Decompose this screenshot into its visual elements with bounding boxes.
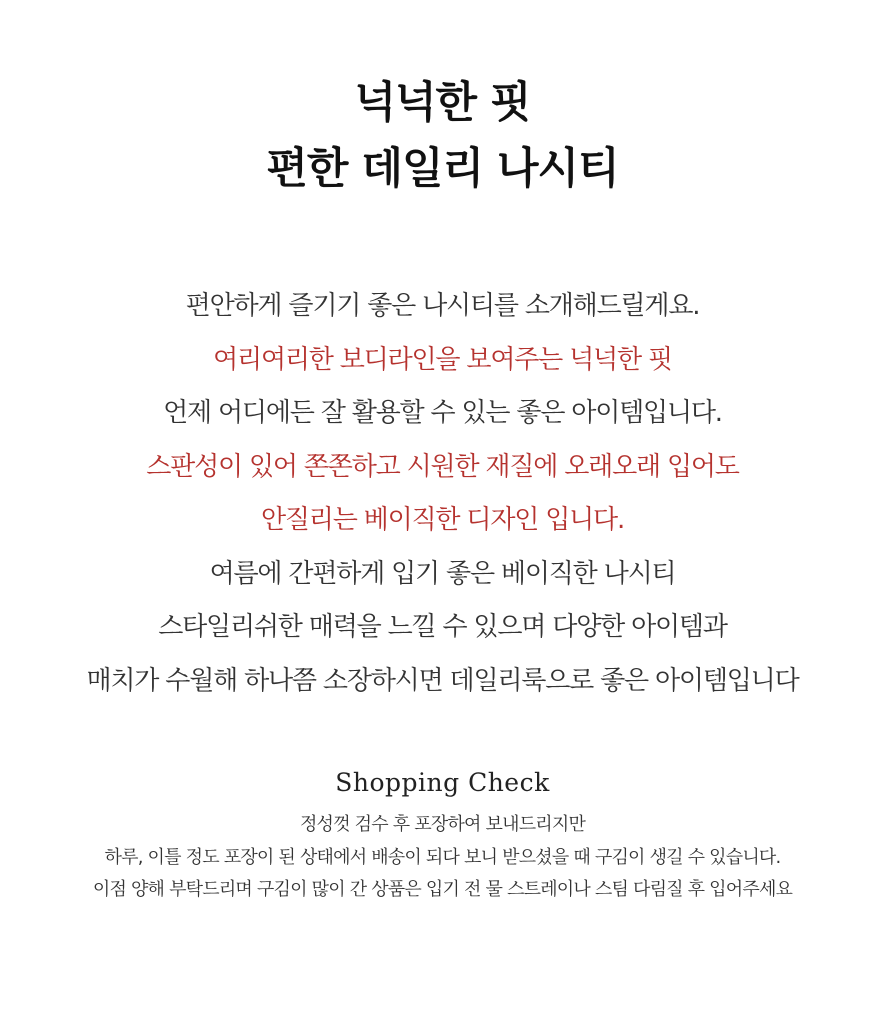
description-line: 편안하게 즐기기 좋은 나시티를 소개해드릴게요. xyxy=(185,291,700,321)
headline-line-1: 넉넉한 핏 xyxy=(354,78,531,128)
description-line-highlight: 안질리는 베이직한 디자인 입니다. xyxy=(260,505,625,535)
shopping-check-line: 하루, 이틀 정도 포장이 된 상태에서 배송이 되다 보니 받으셨을 때 구김이 생길 수 있습니다. xyxy=(104,846,781,868)
shopping-check-title: Shopping Check xyxy=(335,768,550,797)
headline xyxy=(0,70,885,202)
description-line: 언제 어디에든 잘 활용할 수 있는 좋은 아이템입니다. xyxy=(163,398,722,428)
description-line: 매치가 수월해 하나쯤 소장하시면 데일리룩으로 좋은 아이템입니다 xyxy=(86,665,799,696)
product-description xyxy=(0,280,885,708)
shopping-check-line: 이점 양해 부탁드리며 구김이 많이 간 상품은 입기 전 물 스트레이나 스팀 다림질 후 입어주세요 xyxy=(92,879,793,900)
description-line: 여름에 간편하게 입기 좋은 베이직한 나시티 xyxy=(209,558,676,589)
description-line-highlight: 스판성이 있어 쫀쫀하고 시원한 재질에 오래오래 입어도 xyxy=(146,451,739,482)
description-line: 스타일리쉬한 매력을 느낄 수 있으며 다양한 아이템과 xyxy=(158,612,727,642)
description-line-highlight: 여리여리한 보디라인을 보여주는 넉넉한 핏 xyxy=(213,344,672,375)
headline-line-2: 편한 데일리 나시티 xyxy=(266,144,619,194)
shopping-check-line: 정성껏 검수 후 포장하여 보내드리지만 xyxy=(299,814,586,835)
shopping-check-section xyxy=(0,765,885,907)
